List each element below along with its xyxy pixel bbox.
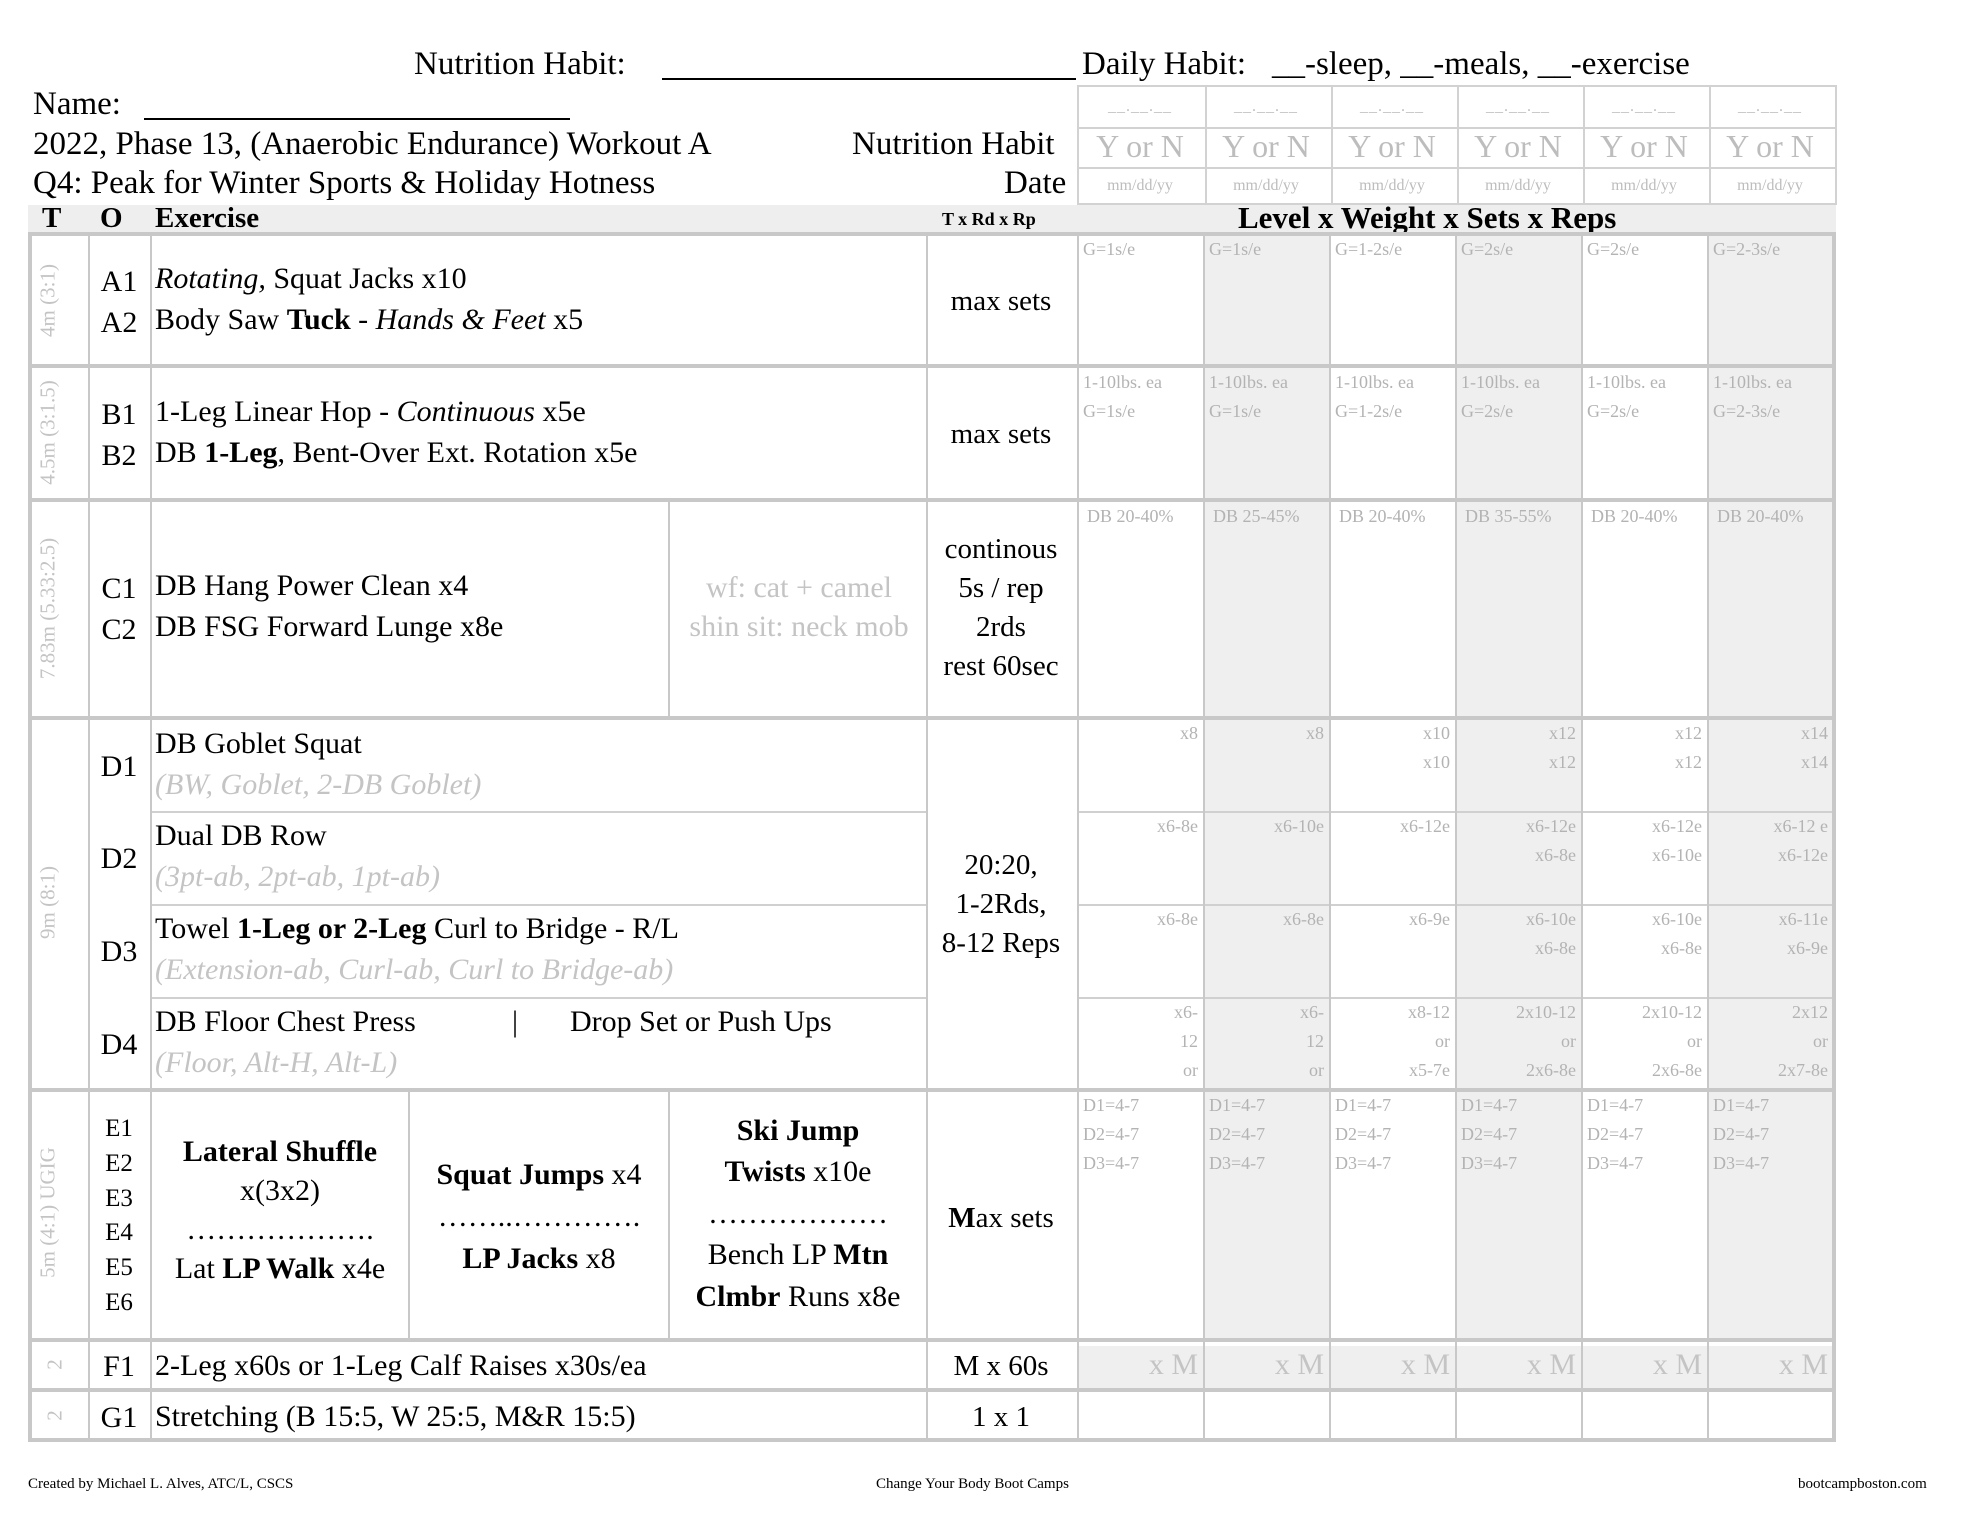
b-cell[interactable]: 1-10lbs. ea G=2s/e [1587,372,1666,421]
exercise-b2: DB 1-Leg, Bent-Over Ext. Rotation x5e [155,436,638,469]
exercise-d3: Towel 1-Leg or 2-Leg Curl to Bridge - R/L [155,912,679,945]
a-cell[interactable]: G=1s/e [1209,239,1262,259]
b-cell[interactable]: 1-10lbs. ea G=1-2s/e [1335,372,1414,421]
d3-cell[interactable]: x6-9e [1409,909,1450,929]
nutrition-yn-cell[interactable]: Y or N [1474,128,1562,164]
f-cell[interactable]: x M [1526,1348,1576,1381]
f-cell[interactable]: x M [1274,1348,1324,1381]
code-c2: C2 [101,613,137,646]
f-cell[interactable]: x M [1148,1348,1198,1381]
date-cell[interactable]: mm/dd/yy [1107,177,1173,194]
e-cell[interactable]: D1=4-7 D2=4-7 D3=4-7 [1461,1095,1518,1173]
f-cell[interactable]: x M [1778,1348,1828,1381]
quarter-goal: Q4: Peak for Winter Sports & Holiday Hotness [33,165,656,201]
e-cell[interactable]: D1=4-7 D2=4-7 D3=4-7 [1587,1095,1644,1173]
exercise-d1-options: (BW, Goblet, 2-DB Goblet) [155,768,482,801]
workout-title: 2022, Phase 13, (Anaerobic Endurance) Workout A [33,126,712,162]
exercise-d4-alt: Drop Set or Push Ups [570,1005,832,1038]
nutrition-habit-label: Nutrition Habit: [414,46,626,82]
tracker-dash[interactable]: __.__.__ [1486,98,1550,115]
exercise-d4-options: (Floor, Alt-H, Alt-L) [155,1046,398,1079]
code-b2: B2 [101,439,137,472]
b-cell[interactable]: 1-10lbs. ea G=1s/e [1083,372,1162,421]
code-d2: D2 [100,842,138,875]
block-e-time: 5m (4:1) UGIG [35,1147,60,1278]
e-cell[interactable]: D1=4-7 D2=4-7 D3=4-7 [1335,1095,1392,1173]
tracker-dash[interactable]: __.__.__ [1612,98,1676,115]
block-d-time: 9m (8:1) [35,866,60,939]
block-c-prescription: continous 5s / rep 2rds rest 60sec [943,533,1059,683]
a-cell[interactable]: G=1-2s/e [1335,239,1403,259]
exercise-a2: Body Saw Tuck - Hands & Feet x5 [155,303,584,336]
block-a-prescription: max sets [950,285,1052,317]
tracker-dash[interactable]: __.__.__ [1738,98,1802,115]
code-c1: C1 [101,572,137,605]
d1-cell[interactable]: x10 x10 [1423,723,1450,772]
e-cell[interactable]: D1=4-7 D2=4-7 D3=4-7 [1209,1095,1266,1173]
b-cell[interactable]: 1-10lbs. ea G=1s/e [1209,372,1288,421]
nutrition-yn-cell[interactable]: Y or N [1222,128,1310,164]
nutrition-habit-line[interactable] [662,78,1076,80]
warmup-note-1: wf: cat + camel [706,571,892,604]
exercise-g1: Stretching (B 15:5, W 25:5, M&R 15:5) [155,1400,636,1433]
a-cell[interactable]: G=1s/e [1083,239,1136,259]
code-d3: D3 [100,935,138,968]
d2-cell[interactable]: x6-12e [1400,816,1450,836]
a-cell[interactable]: G=2s/e [1587,239,1640,259]
block-g-prescription: 1 x 1 [972,1401,1030,1433]
date-cell[interactable]: mm/dd/yy [1485,177,1551,194]
exercise-d2: Dual DB Row [155,819,327,852]
d2-cell[interactable]: x6-12e x6-8e [1526,816,1576,865]
d4-cell[interactable]: 2x12 or 2x7-8e [1778,1002,1828,1080]
code-d4: D4 [100,1028,138,1061]
code-f1: F1 [103,1350,135,1383]
c-cell[interactable]: DB 25-45% [1213,506,1300,526]
exercise-d4-separator: | [512,1005,519,1038]
f-cell[interactable]: x M [1652,1348,1702,1381]
date-row-label: Date [1004,165,1067,201]
b-cell[interactable]: 1-10lbs. ea G=2s/e [1461,372,1540,421]
d2-cell[interactable]: x6-12 e x6-12e [1773,816,1828,865]
d4-cell[interactable]: x6- 12 or [1300,1002,1324,1080]
block-f-time: 2 [42,1359,67,1370]
block-b-time: 4.5m (3:1.5) [35,380,60,485]
column-header-trdrp: T x Rd x Rp [942,209,1036,229]
exercise-a1: Rotating, Squat Jacks x10 [155,262,467,295]
d2-cell[interactable]: x6-8e [1157,816,1198,836]
d2-cell[interactable]: x6-10e [1274,816,1324,836]
e-circuit-col1: Lateral Shuffle x(3x2) ………………. Lat LP Walk x4e [174,1135,386,1285]
c-cell[interactable]: DB 20-40% [1087,506,1174,526]
footer-website[interactable]: bootcampboston.com [1798,1476,1927,1492]
block-d-prescription: 20:20, 1-2Rds, 8-12 Reps [941,849,1061,960]
d4-cell[interactable]: x6- 12 or [1174,1002,1198,1080]
name-line[interactable] [144,118,570,120]
exercise-d4: DB Floor Chest Press [155,1005,416,1038]
d3-cell[interactable]: x6-10e x6-8e [1526,909,1576,958]
d2-cell[interactable]: x6-12e x6-10e [1652,816,1702,865]
date-cell[interactable]: mm/dd/yy [1359,177,1425,194]
date-cell[interactable]: mm/dd/yy [1611,177,1677,194]
a-cell[interactable]: G=2-3s/e [1713,239,1781,259]
tracker-dash[interactable]: __.__.__ [1360,98,1424,115]
daily-habit-items: __-sleep, __-meals, __-exercise [1272,46,1690,82]
f-cell[interactable]: x M [1400,1348,1450,1381]
exercise-f1: 2-Leg x60s or 1-Leg Calf Raises x30s/ea [155,1349,647,1382]
d1-cell[interactable]: x12 x12 [1675,723,1702,772]
block-g-time: 2 [42,1410,67,1421]
d4-cell[interactable]: 2x10-12 or 2x6-8e [1642,1002,1702,1080]
a-cell[interactable]: G=2s/e [1461,239,1514,259]
d1-cell[interactable]: x8 [1180,723,1198,743]
column-header-level: Level x Weight x Sets x Reps [1238,200,1617,235]
exercise-d2-options: (3pt-ab, 2pt-ab, 1pt-ab) [155,860,440,893]
exercise-d3-options: (Extension-ab, Curl-ab, Curl to Bridge-ab) [155,953,674,986]
date-cell[interactable]: mm/dd/yy [1737,177,1803,194]
block-b-prescription: max sets [950,418,1052,450]
d1-cell[interactable]: x12 x12 [1549,723,1576,772]
nutrition-yn-cell[interactable]: Y or N [1600,128,1688,164]
exercise-c2: DB FSG Forward Lunge x8e [155,610,504,643]
tracker-dash[interactable]: __.__.__ [1234,98,1298,115]
column-header-exercise: Exercise [155,202,260,234]
code-e: E1 E2 E3 E4 E5 E6 [105,1115,133,1316]
e-cell[interactable]: D1=4-7 D2=4-7 D3=4-7 [1713,1095,1770,1173]
e-circuit-col2: Squat Jumps x4 ……..…………. LP Jacks x8 [436,1158,642,1275]
block-e-prescription: Max sets [948,1202,1054,1234]
c-cell[interactable]: DB 20-40% [1339,506,1426,526]
code-d1: D1 [100,750,138,783]
footer-credit: Created by Michael L. Alves, ATC/L, CSCS [28,1476,294,1492]
b-cell[interactable]: 1-10lbs. ea G=2-3s/e [1713,372,1792,421]
nutrition-yn-cell[interactable]: Y or N [1096,128,1184,164]
code-b1: B1 [101,398,137,431]
footer-company: Change Your Body Boot Camps [876,1476,1069,1492]
exercise-c1: DB Hang Power Clean x4 [155,569,469,602]
code-g1: G1 [100,1401,138,1434]
nutrition-habit-row-label: Nutrition Habit [852,126,1055,162]
column-header-t: T [42,202,62,234]
date-cell[interactable]: mm/dd/yy [1233,177,1299,194]
column-header-o: O [100,202,123,234]
block-a-time: 4m (3:1) [35,264,60,337]
nutrition-yn-cell[interactable]: Y or N [1348,128,1436,164]
d3-cell[interactable]: x6-8e [1283,909,1324,929]
exercise-d1: DB Goblet Squat [155,727,362,760]
code-a2: A2 [100,306,138,339]
name-label: Name: [33,86,121,122]
warmup-note-2: shin sit: neck mob [689,610,909,643]
d3-cell[interactable]: x6-11e x6-9e [1778,909,1828,958]
e-circuit-col3: Ski Jump Twists x10e ……………… Bench LP Mtn Clmbr Runs x8e [695,1114,901,1313]
daily-habit-label: Daily Habit: [1082,46,1247,82]
tracker-dash[interactable]: __.__.__ [1108,98,1172,115]
c-cell[interactable]: DB 35-55% [1465,506,1552,526]
d1-cell[interactable]: x14 x14 [1801,723,1828,772]
block-f-prescription: M x 60s [953,1350,1049,1382]
c-cell[interactable]: DB 20-40% [1591,506,1678,526]
d3-cell[interactable]: x6-10e x6-8e [1652,909,1702,958]
exercise-b1: 1-Leg Linear Hop - Continuous x5e [155,395,586,428]
c-cell[interactable]: DB 20-40% [1717,506,1804,526]
d4-cell[interactable]: x8-12 or x5-7e [1408,1002,1450,1080]
nutrition-yn-cell[interactable]: Y or N [1726,128,1814,164]
d3-cell[interactable]: x6-8e [1157,909,1198,929]
d1-cell[interactable]: x8 [1306,723,1324,743]
block-c-time: 7.83m (5.33:2.5) [35,537,60,680]
code-a1: A1 [100,265,138,298]
e-cell[interactable]: D1=4-7 D2=4-7 D3=4-7 [1083,1095,1140,1173]
d4-cell[interactable]: 2x10-12 or 2x6-8e [1516,1002,1576,1080]
